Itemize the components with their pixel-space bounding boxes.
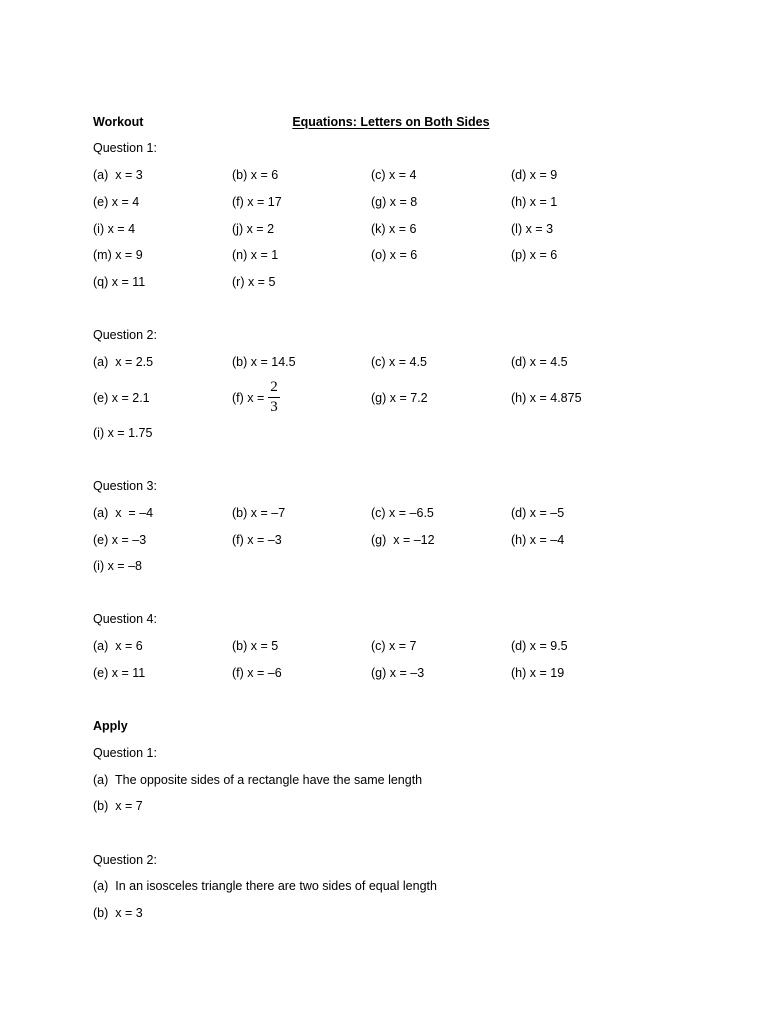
answer-cell: (a) x = 6 [93, 639, 143, 654]
question-block [0, 606, 768, 713]
answer-cell: (d) x = 4.5 [511, 355, 568, 370]
answer-row [0, 633, 768, 660]
answer-cell: (b) x = –7 [232, 505, 286, 520]
answer-row [0, 269, 768, 296]
answer-cell: (q) x = 11 [93, 275, 146, 290]
answer-cell: (d) x = 9 [511, 168, 558, 183]
answer-row [0, 162, 768, 189]
answer-cell: (k) x = 6 [371, 221, 417, 236]
question-label: Question 1: [93, 141, 157, 156]
answer-row [0, 660, 768, 687]
answer-cell: (b) x = 6 [232, 168, 279, 183]
answer-cell [232, 379, 371, 417]
question-label: Question 2: [93, 852, 157, 867]
answer-cell: (i) x = 1.75 [93, 425, 153, 440]
blank-line [0, 686, 768, 713]
section-heading-workout: Workout [93, 114, 144, 129]
answer-cell: (f) x = –6 [232, 666, 282, 681]
answer-cell: (o) x = 6 [371, 248, 418, 263]
answer-cell: (m) x = 9 [93, 248, 143, 263]
answer-line: (b) x = 7 [93, 799, 143, 814]
question-label: Question 1: [93, 745, 157, 760]
answer-cell: (f) x = –3 [232, 532, 282, 547]
answer-row [0, 215, 768, 242]
answer-cell: (b) x = 14.5 [232, 355, 296, 370]
answer-line: (a) The opposite sides of a rectangle have the same length [93, 772, 423, 787]
answer-line: (b) x = 3 [93, 905, 143, 920]
question-block [0, 740, 768, 847]
question-label: Question 3: [93, 478, 157, 493]
question-label: Question 4: [93, 612, 157, 627]
answer-cell: (b) x = 5 [232, 639, 279, 654]
answer-cell: (h) x = 19 [511, 666, 565, 681]
question-label: Question 2: [93, 328, 157, 343]
answer-row [0, 376, 768, 420]
answer-cell: (a) x = –4 [93, 505, 154, 520]
answer-cell: (a) x = 3 [93, 168, 143, 183]
answer-cell: (e) x = 11 [93, 666, 146, 681]
answer-cell: (g) x = –3 [371, 666, 425, 681]
answer-cell: (h) x = 1 [511, 195, 558, 210]
answer-cell: (p) x = 6 [511, 248, 558, 263]
answer-cell: (l) x = 3 [511, 221, 554, 236]
answer-cell: (c) x = 4 [371, 168, 417, 183]
answer-cell: (h) x = 4.875 [511, 390, 582, 405]
answer-cell: (g) x = 7.2 [371, 390, 428, 405]
fraction-denominator: 3 [270, 399, 278, 416]
answer-cell: (f) x = 17 [232, 195, 282, 210]
answer-cell: (d) x = 9.5 [511, 639, 568, 654]
answer-cell: (c) x = –6.5 [371, 505, 434, 520]
answer-row [0, 526, 768, 553]
answer-cell: (i) x = 4 [93, 221, 136, 236]
answer-cell: (j) x = 2 [232, 221, 275, 236]
answer-cell: (d) x = –5 [511, 505, 565, 520]
answer-cell: (g) x = –12 [371, 532, 435, 547]
answer-prefix: (f) x = [232, 390, 265, 405]
blank-line [0, 446, 768, 473]
apply-section [0, 713, 768, 927]
answer-cell: (r) x = 5 [232, 275, 276, 290]
section-heading-apply: Apply [93, 719, 128, 734]
answer-row [0, 420, 768, 447]
answer-cell: (e) x = 2.1 [93, 390, 150, 405]
answer-cell: (n) x = 1 [232, 248, 279, 263]
blank-line [0, 296, 768, 323]
answer-cell: (c) x = 4.5 [371, 355, 427, 370]
answer-row [0, 189, 768, 216]
answer-row [0, 349, 768, 376]
answer-cell: (c) x = 7 [371, 639, 417, 654]
blank-line [0, 820, 768, 847]
document-title: Equations: Letters on Both Sides [292, 114, 490, 129]
answer-cell: (g) x = 8 [371, 195, 418, 210]
document-page [0, 82, 768, 927]
answer-cell: (e) x = –3 [93, 532, 147, 547]
question-block [0, 847, 768, 927]
fraction-numerator: 2 [268, 379, 280, 398]
answer-row [0, 242, 768, 269]
question-block [0, 473, 768, 606]
question-block [0, 135, 768, 322]
question-block [0, 322, 768, 473]
answer-line: (a) In an isosceles triangle there are two sides of equal length [93, 879, 437, 894]
answer-cell: (i) x = –8 [93, 559, 142, 574]
answer-cell: (h) x = –4 [511, 532, 565, 547]
fraction [268, 379, 280, 417]
answer-cell: (e) x = 4 [93, 195, 140, 210]
blank-line [0, 580, 768, 607]
workout-section [0, 109, 768, 713]
answer-cell: (a) x = 2.5 [93, 355, 154, 370]
answer-row [0, 553, 768, 580]
answer-row [0, 500, 768, 527]
